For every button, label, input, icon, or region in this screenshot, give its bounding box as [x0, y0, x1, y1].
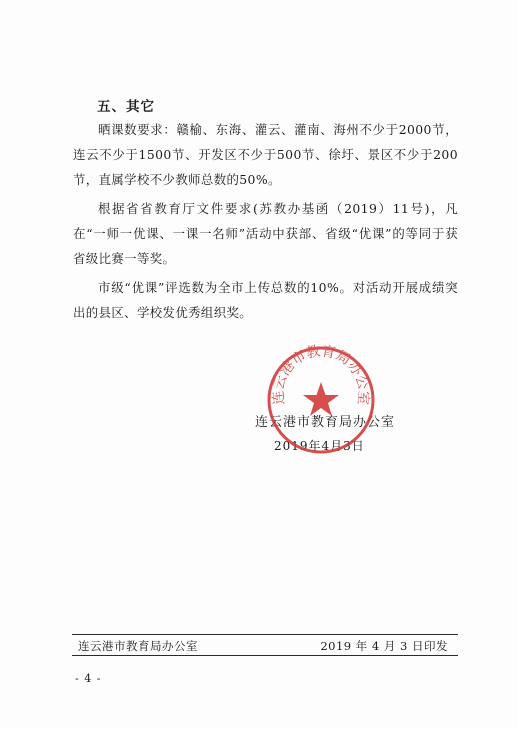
paragraph-requirements: 晒课数要求：赣榆、东海、灌云、灌南、海州不少于2000节，连云不少于1500节、开发区不少于500节、徐圩、景区不少于200节，直属学校不少教师总数的50%。	[73, 122, 458, 187]
footer-issuer: 连云港市教育局办公室	[78, 639, 198, 653]
signature-date: 2019年4月3日	[274, 439, 365, 453]
section-heading: 五、其它	[97, 99, 155, 115]
page-number: - 4 -	[75, 672, 102, 685]
seal-lettering: 连云港市教育局办公室	[270, 344, 372, 406]
official-seal-stamp	[265, 344, 377, 456]
seal-star-icon	[303, 382, 339, 416]
footer-issued-date: 2019 年 4 月 3 日印发	[320, 639, 448, 653]
signature-sender: 连云港市教育局办公室	[255, 415, 396, 430]
footer-bottom-rule	[72, 655, 458, 656]
paragraph-provincial-rule: 根据省省教育厅文件要求(苏教办基函（2019）11号)，凡在“一师一优课、一课一名师”活动中获部、省级“优课”的等同于获省级比赛一等奖。	[73, 201, 458, 266]
footer-top-rule	[72, 634, 458, 635]
paragraph-city-selection: 市级“优课”评选数为全市上传总数的10%。对活动开展成绩突出的县区、学校发优秀组织奖。	[73, 280, 458, 320]
